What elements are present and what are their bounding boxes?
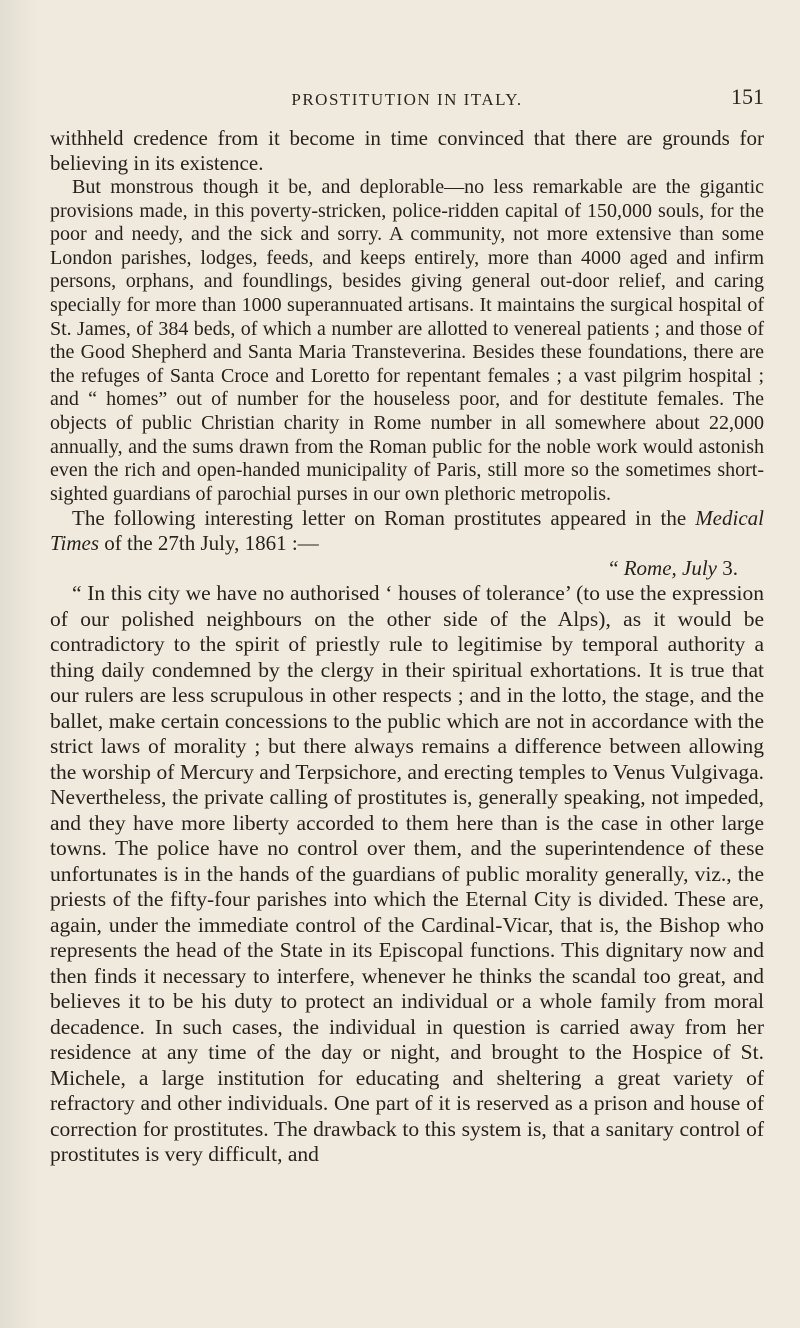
- dateline-place: Rome, July: [623, 556, 717, 581]
- body-text: [50, 126, 764, 1168]
- journal-title: Medical Times: [50, 506, 764, 556]
- letter-dateline: [50, 556, 764, 581]
- paragraph-continuation: withheld credence from it become in time convinced that there are grounds for believing in its existence.: [50, 126, 764, 175]
- letter-intro-date: of the 27th July, 1861 :—: [99, 531, 319, 556]
- letter-intro-text: The following interesting letter on Roman prostitutes appeared in the: [72, 506, 696, 531]
- dateline-day: 3.: [717, 556, 738, 581]
- running-title: PROSTITUTION IN ITALY.: [291, 90, 523, 109]
- paragraph-letter-intro: [50, 506, 764, 556]
- dateline-open-quote: “: [609, 556, 624, 581]
- running-head: [50, 84, 764, 116]
- page-number: 151: [731, 84, 764, 109]
- paragraph-letter-body: “ In this city we have no authorised ‘ houses of tolerance’ (to use the expression of our polished neighbours on the other side of the Alps), as it would be contradictory to the spirit of priestly rule to legitimise by temporal authority a thing daily condemned by the clergy in their spiritual exhortations. It is true that our rulers are less scrupulous in other respects ; and in the lotto, the stage, and the ballet, make certain concessions to the public which are not in accordance with the strict laws of morality ; but there always remains a difference between allowing the worship of Mercury and Terpsichore, and erecting temples to Venus Vulgivaga. Nevertheless, the private calling of prostitutes is, generally speaking, not impeded, and they have more liberty accorded to them here than is the case in other large towns. The police have no control over them, and the superintendence of these unfortunates is in the hands of the guardians of public morality generally, viz., the priests of the fifty-four parishes into which the Eternal City is divided. These are, again, under the immediate control of the Cardinal-Vicar, that is, the Bishop who represents the head of the State in its Episcopal functions. This dignitary now and then finds it necessary to interfere, whenever he thinks the scandal too great, and believes it to be his duty to protect an individual or a whole family from moral decadence. In such cases, the individual in question is carried away from her residence at any time of the day or night, and brought to the Hospice of St. Michele, a large institution for educating and sheltering a great variety of refractory and other individuals. One part of it is reserved as a prison and house of correction for prostitutes. The drawback to this system is, that a sanitary control of prostitutes is very difficult, and: [50, 581, 764, 1167]
- paragraph-charities: But monstrous though it be, and deplorable—no less remarkable are the gigantic provisions made, in this poverty-stricken, police-ridden capital of 150,000 souls, for the poor and needy, and the sick and sorry. A community, not more extensive than some London parishes, lodges, feeds, and keeps entirely, more than 4000 aged and infirm persons, orphans, and foundlings, besides giving general out-door relief, and caring specially for more than 1000 superannuated artisans. It maintains the surgical hospital of St. James, of 384 beds, of which a number are allotted to venereal patients ; and those of the Good Shepherd and Santa Maria Transteverina. Besides these foundations, there are the refuges of Santa Croce and Loretto for repentant females ; a vast pilgrim hospital ; and “ homes” out of number for the houseless poor, and for destitute females. The objects of public Christian charity in Rome number in all somewhere about 22,000 annually, and the sums drawn from the Roman public for the noble work would astonish even the rich and open-handed municipality of Paris, still more so the sometimes short-sighted guardians of parochial purses in our own plethoric metropolis.: [50, 176, 764, 505]
